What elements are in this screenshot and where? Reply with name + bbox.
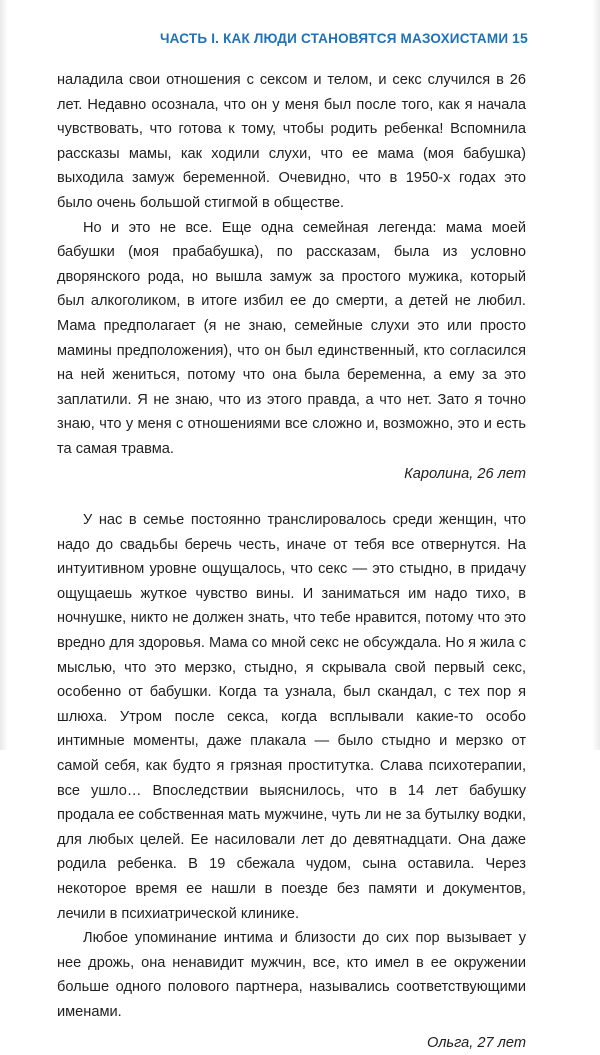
page-number: 15	[512, 30, 528, 46]
page-edge-left	[0, 0, 8, 750]
page-edge-right	[592, 0, 600, 750]
page-body	[57, 68, 526, 1055]
quote-2-paragraph-1: У нас в семье постоянно транслировалось среди женщин, что надо до свадьбы беречь честь, иначе от тебя все отвернутся. На интуитивном уровне ощущалось, что секс — это стыдно, в придачу ощущаешь жуткое чувство вины. И заниматься им надо тихо, в ночнушке, никто не должен знать, что тебе нравится, потому что это вредно для здоровья. Мама со мной секс не обсуждала. Но я жила с мыслью, что это мерзко, стыдно, я скрывала свой первый секс, особенно от бабушки. Когда та узнала, был скандал, с тех пор я шлюха. Утром после секса, когда всплывали какие-то особо интимные моменты, даже плакала — было стыдно и мерзко от самой себя, как будто я грязная проститутка. Слава психотерапии, все ушло… Впоследствии выяснилось, что в 14 лет бабушку продала ее собственная мать мужчине, чуть ли не за бутылку водки, для любых целей. Ее насиловали лет до девятнадцати. Она даже родила ребенка. В 19 сбежала чудом, сына оставила. Через некоторое время ее нашли в поезде без памяти и документов, лечили в психиатрической клинике.	[57, 512, 527, 922]
quote-1-paragraph-1: наладила свои отношения с сексом и телом, и секс случился в 26 лет. Недавно осознала, что он у меня был после того, как я начала чувствовать, что готова к тому, чтобы родить ребенка! Вспомнила рассказы мамы, как ходили слухи, что ее мама (моя бабушка) выходила замуж беременной. Очевидно, что в 1950-х годах это было очень большой стигмой в обществе.	[57, 72, 526, 211]
quote-2-paragraph-2: Любое упоминание интима и близости до сих пор вызывает у нее дрожь, она ненавидит мужчин, все, кто имел в ее окружении больше одного полового партнера, назывались соответствующими именами.	[57, 930, 526, 1020]
chapter-title: ЧАСТЬ I. КАК ЛЮДИ СТАНОВЯТСЯ МАЗОХИСТАМИ	[160, 31, 509, 46]
running-header	[160, 30, 528, 46]
quote-1-paragraph-2: Но и это не все. Еще одна семейная легенда: мама моей бабушки (моя прабабушка), по рассказам, была из условно дворянского рода, но вышла замуж за простого мужика, который был алкоголиком, в итоге избил ее до смерти, а детей не любил. Мама предполагает (я не знаю, семейные слухи это или просто мамины предположения), что он был единственный, кто согласился на ней жениться, потому что она была беременна, а ему за это заплатили. Я не знаю, что из этого правда, а что нет. Зато я точно знаю, что у меня с отношениями все сложно и, возможно, это и есть та самая травма.	[57, 219, 526, 457]
quote-1-attribution: Каролина, 26 лет	[404, 465, 526, 482]
quote-2-attribution: Ольга, 27 лет	[427, 1034, 526, 1051]
